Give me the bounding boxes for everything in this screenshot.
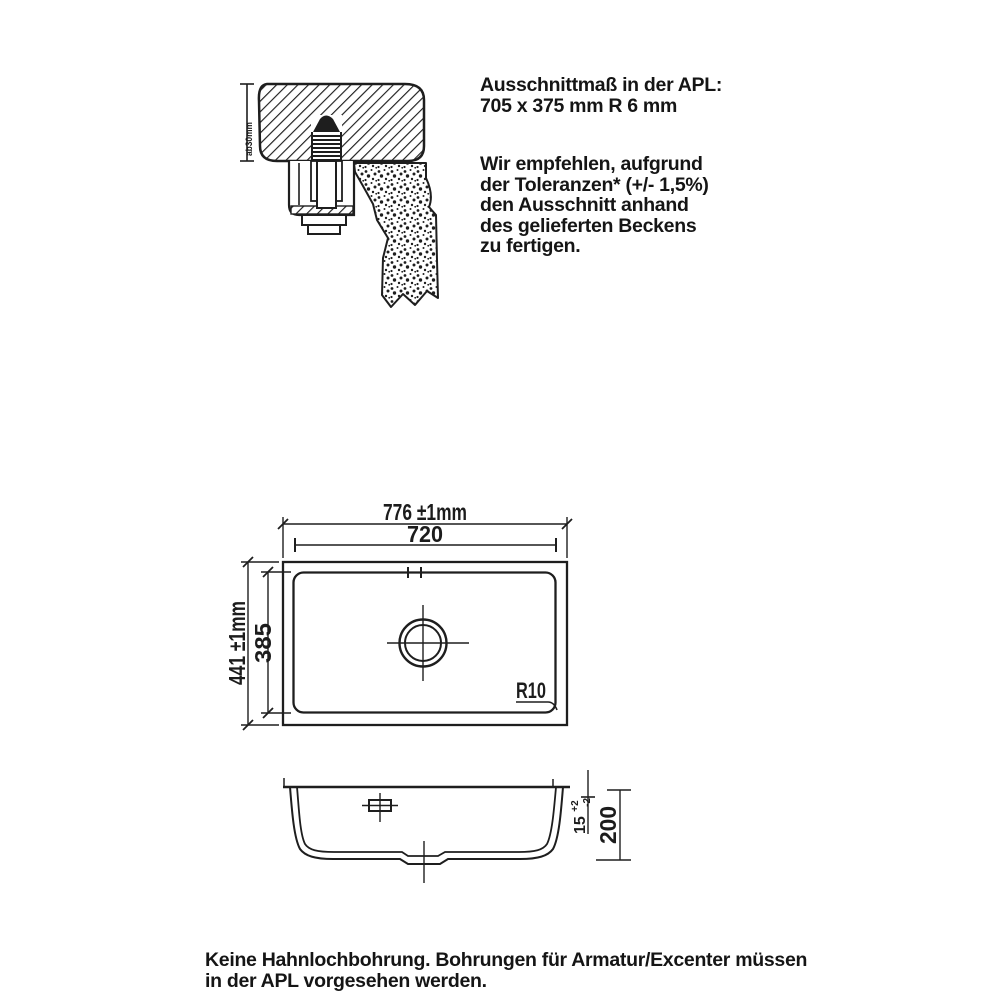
sink-body-section <box>354 163 438 307</box>
cutout-note-line: des gelieferten Beckens <box>480 214 697 237</box>
dimension-cutout-width <box>295 521 556 552</box>
cutout-depth-label: 385 <box>250 624 276 663</box>
basin-depth-label: 200 <box>595 805 621 844</box>
clamp-nut <box>302 215 346 225</box>
cutout-note-line: den Ausschnitt anhand <box>480 194 689 216</box>
footer-note-line: Keine Hahnlochbohrung. Bohrungen für Armatur/Excenter müssen <box>205 949 808 971</box>
cutout-note-line: Ausschnittmaß in der APL: <box>480 74 723 96</box>
rim-height-tol-plus: +2 <box>570 800 581 812</box>
dimension-countertop-thickness <box>240 84 255 161</box>
cutout-note-line: 705 x 375 mm R 6 mm <box>480 94 678 117</box>
cutout-note <box>480 75 780 257</box>
rim-height-value: 15 <box>572 816 589 834</box>
sink-plan-view <box>224 499 572 730</box>
footer-note-line: in der APL vorgesehen werden. <box>205 969 487 992</box>
sink-section-view <box>283 770 631 883</box>
countertop-thickness-label: ab30mm <box>244 117 255 156</box>
outer-depth-label: 441 ±1mm <box>224 573 250 685</box>
clamp-nut-lower <box>308 225 340 234</box>
svg-text:15 +2 -2 <box>565 796 593 834</box>
mounting-clamp <box>289 161 354 234</box>
cutout-note-line: zu fertigen. <box>480 235 581 257</box>
cutout-width-label: 720 <box>407 521 443 547</box>
basin-inner-profile <box>297 787 556 856</box>
rim-height-tol-minus: -2 <box>582 797 593 807</box>
corner-radius-label: R10 <box>516 678 546 703</box>
dimension-basin-depth <box>595 790 631 860</box>
dimension-rim-height <box>565 770 595 834</box>
cutout-note-line: der Toleranzen* (+/- 1,5%) <box>480 173 709 196</box>
countertop-cross-section <box>240 84 438 307</box>
overflow-symbol <box>362 793 398 822</box>
footer-note <box>205 950 865 991</box>
outer-width-label: 776 ±1mm <box>383 499 467 525</box>
cutout-note-line: Wir empfehlen, aufgrund <box>480 153 703 175</box>
